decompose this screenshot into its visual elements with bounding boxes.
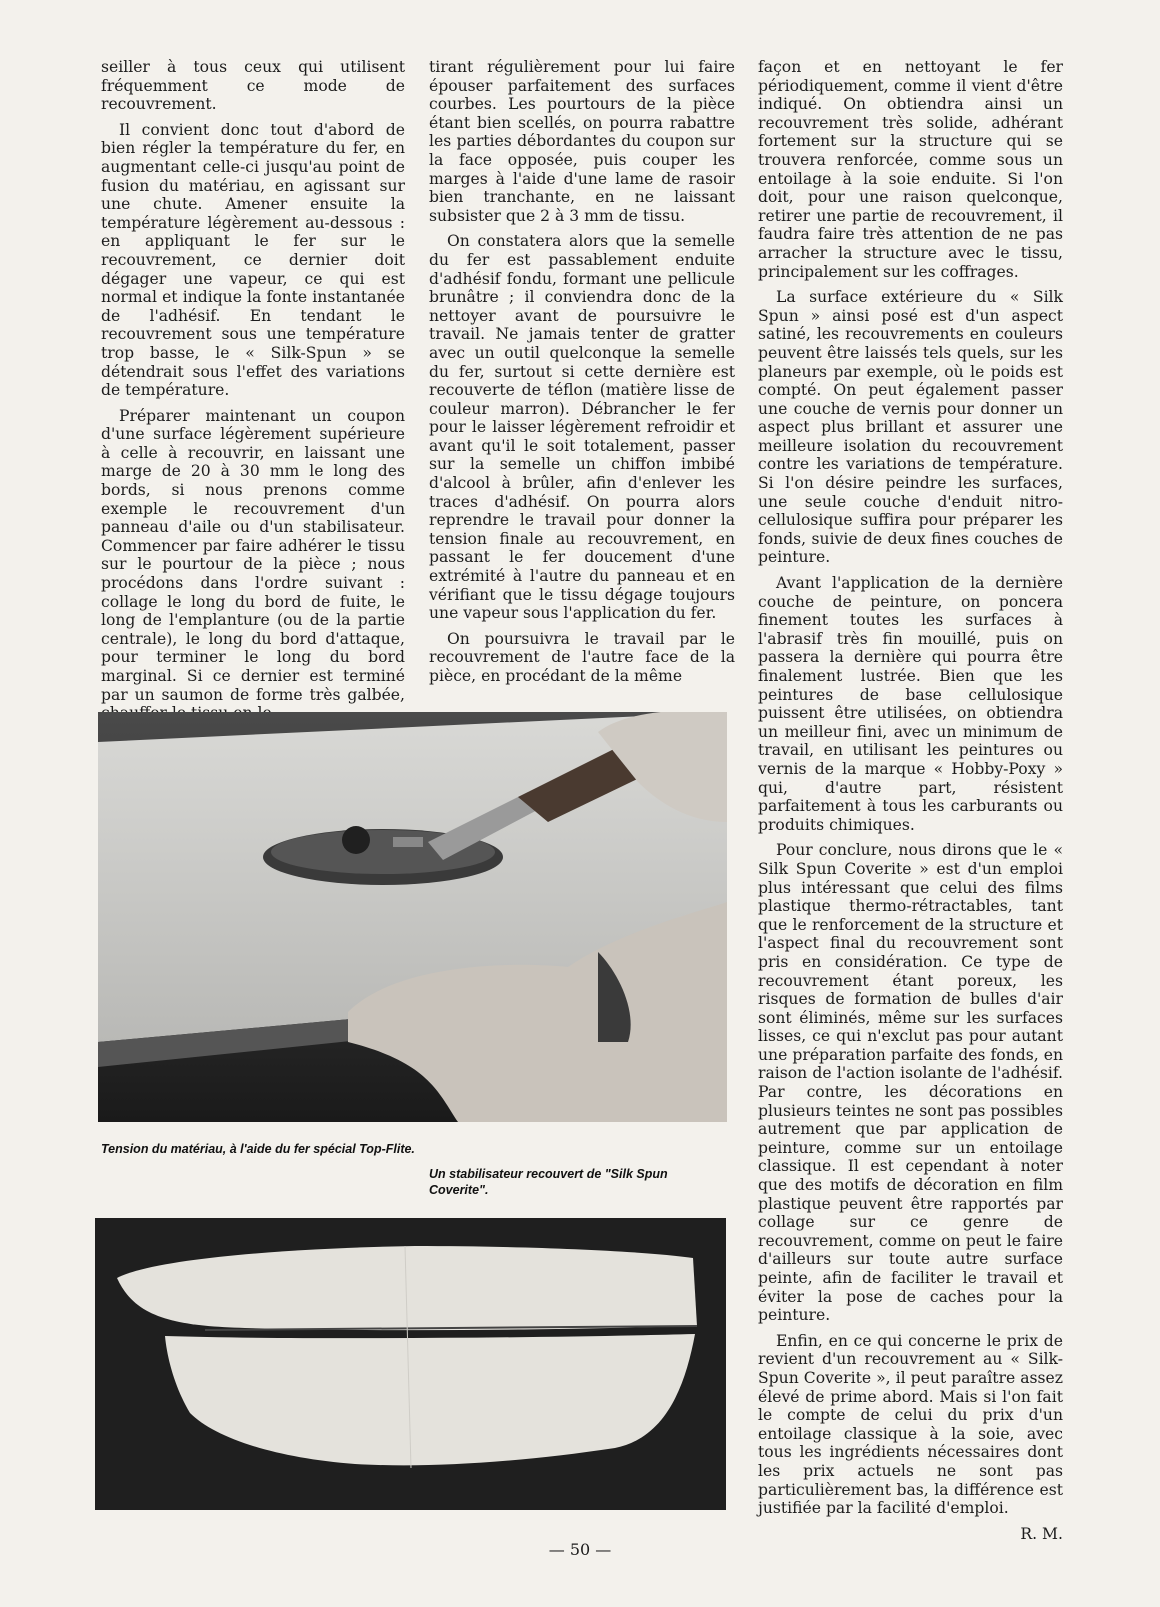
photo-stabilizer xyxy=(95,1218,726,1510)
photo-covering-iron xyxy=(98,712,727,1122)
article-column-3 xyxy=(758,58,1063,1543)
paragraph: tirant régulièrement pour lui faire épouser parfaitement des surfaces courbes. Les pourtours de la pièce étant bien scellés, on pourra rabattre les parties débordantes du coupon sur la face opposée, puis couper les marges à l'aide d'une lame de rasoir bien tranchante, en ne laissant subsister que 2 à 3 mm de tissu. xyxy=(429,58,735,225)
page-number: — 50 — xyxy=(548,1540,612,1559)
paragraph: Enfin, en ce qui concerne le prix de revient d'un recouvrement au « Silk-Spun Coverite », il peut paraître assez élevé de prime abord. Mais si l'on fait le compte de celui du prix d'un entoilage classique à la soie, avec tous les ingrédients nécessaires dont les prix actuels ne sont pas particulièrement bas, la différence est justifiée par la facilité d'emploi. xyxy=(758,1331,1063,1518)
article-column-2 xyxy=(429,58,735,693)
stabilizer-photo-illustration xyxy=(95,1218,726,1510)
paragraph: seiller à tous ceux qui utilisent fréquemment ce mode de recouvrement. xyxy=(101,58,405,114)
author-signature: R. M. xyxy=(1020,1524,1063,1543)
paragraph: Préparer maintenant un coupon d'une surface légèrement supérieure à celle à recouvrir, en laissant une marge de 20 à 30 mm le long des bords, si nous prenons comme exemple le recouvrement d'un panneau d'aile ou d'un stabilisateur. Commencer par faire adhérer le tissu sur le pourtour de la pièce ; nous procédons dans l'ordre suivant : collage le long du bord de fuite, le long de l'emplanture (ou de la partie centrale), le long du bord d'attaque, pour terminer le long du bord marginal. Si ce dernier est terminé par un saumon de forme très galbée, xyxy=(101,406,405,704)
photo-caption-iron: Tension du matériau, à l'aide du fer spécial Top-Flite. xyxy=(101,1142,415,1156)
paragraph: La surface extérieure du « Silk Spun » ainsi posé est d'un aspect satiné, les recouvrements en couleurs peuvent être laissés tels quels, sur les planeurs par exemple, où le poids est compté. On peut également passer une couche de vernis pour donner un aspect plus brillant et assurer une meilleure isolation du recouvrement contre les variations de température. Si l'on désire peindre les surfaces, une seule couche d'enduit nitro-cellulosique suffira pour préparer les fonds, suivie de deux fines couches de peinture. xyxy=(758,288,1063,567)
paragraph: Pour conclure, nous dirons que le « Silk Spun Coverite » est d'un emploi plus intéressant que celui des films plastique thermo-rétractables, tant que le renforcement de la structure et l'aspect final du recouvrement sont pris en considération. Ce type de recouvrement étant poreux, les risques de formation de bulles d'air sont éliminés, même sur les surfaces lisses, ce qui n'exclut pas pour autant une préparation parfaite des fonds, en raison de l'action isolante de l'adhésif. Par contre, les décorations en plusieurs teintes ne sont pas possibles autrement que par application de peinture, comme sur un entoilage classique. Il est cependant à noter que des motifs de décoration en film plastique peuvent être rapportés par collage sur ce genre de recouvrement, comme on peut le faire d'ailleurs sur toute autre surface peinte, afin de faciliter le travail et éviter la pose de caches pour la peinture. xyxy=(758,841,1063,1325)
photo-caption-stabilizer: Un stabilisateur recouvert de "Silk Spun Coverite". xyxy=(429,1167,668,1197)
paragraph: Avant l'application de la dernière couche de peinture, on poncera finement toutes les surfaces à l'abrasif très fin mouillé, puis on passera la dernière qui pourra être finalement lustrée. Bien que les peintures de base cellulosique puissent être utilisées, on obtiendra un meilleur fini, avec un minimum de travail, en utilisant les peintures ou vernis de la marque « Hobby-Poxy » qui, d'autre part, résistent parfaitement à tous les carburants ou produits chimiques. xyxy=(758,574,1063,834)
paragraph: Il convient donc tout d'abord de bien régler la température du fer, en augmentant celle-ci jusqu'au point de fusion du matériau, en agissant sur une chute. Amener ensuite la température légèrement au-dessous : en appliquant le fer sur le recouvrement, ce dernier doit dégager une vapeur, ce qui est normal et indique la fonte instantanée de l'adhésif. En tendant le recouvrement sous une température trop basse, le « Silk-Spun » se détendrait sous l'effet des variations de température. xyxy=(101,120,405,400)
iron-photo-illustration xyxy=(98,712,727,1122)
article-column-1 xyxy=(101,58,405,730)
paragraph: façon et en nettoyant le fer périodiquement, comme il vient d'être indiqué. On obtiendra ainsi un recouvrement très solide, adhérant fortement sur la structure qui se trouvera renforcée, comme sous un entoilage à la soie enduite. Si l'on doit, pour une raison quelconque, retirer une partie de recouvrement, il faudra faire très attention de ne pas arracher la structure avec le tissu, principalement sur les coffrages. xyxy=(758,58,1063,281)
paragraph: On poursuivra le travail par le recouvrement de l'autre face de la pièce, en procédant de la même xyxy=(429,629,735,685)
paragraph: On constatera alors que la semelle du fer est passablement enduite d'adhésif fondu, formant une pellicule brunâtre ; il conviendra donc de la nettoyer avant de poursuivre le travail. Ne jamais tenter de gratter avec un outil quelconque la semelle du fer, surtout si cette dernière est recouverte de téflon (matière lisse de couleur marron). Débrancher le fer pour le laisser légèrement refroidir et avant qu'il le soit totalement, passer sur la semelle un chiffon imbibé d'alcool à brûler, afin d'enlever les traces d'adhésif. On pourra alors reprendre le travail pour donner la tension finale au recouvrement, en passant le fer doucement d'une extrémité à l'autre du panneau et en vérifiant que le tissu dégage toujours une vapeur sous l'application du fer. xyxy=(429,232,735,623)
